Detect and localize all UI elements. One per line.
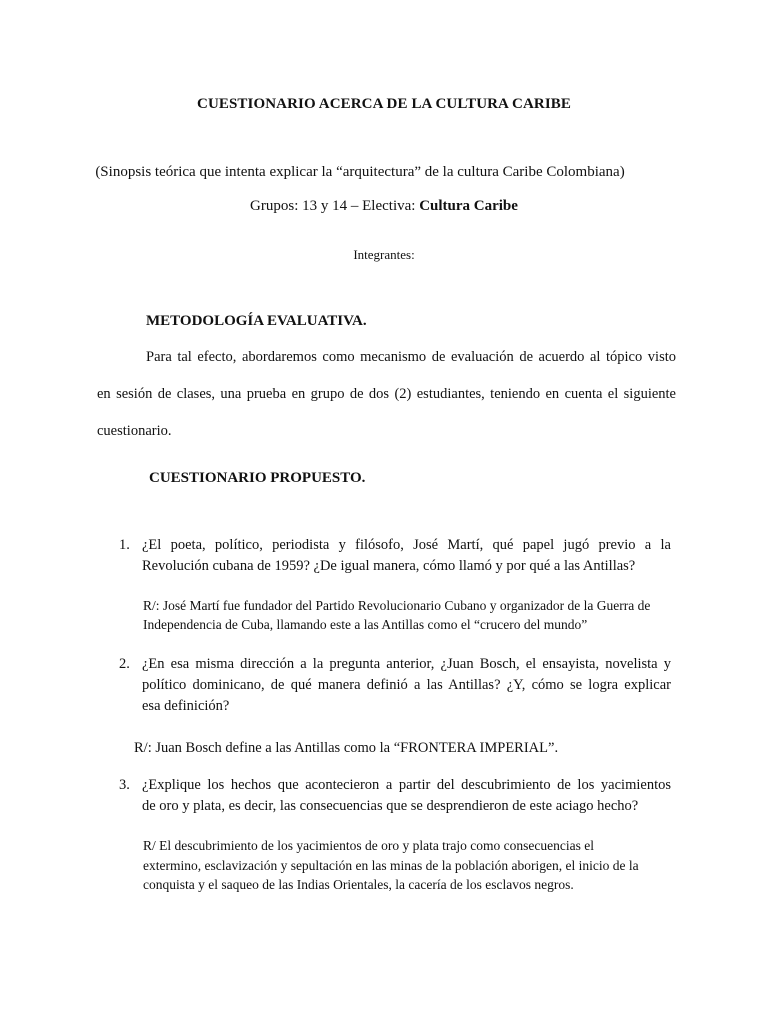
- answer-3-line-2: extermino, esclavización y sepultación en las minas de la población aborigen, el inicio de la: [143, 858, 639, 873]
- groups-elective-name: Cultura Caribe: [419, 198, 518, 214]
- question-1-line-2: Revolución cubana de 1959? ¿De igual manera, cómo llamó y por qué a las Antillas?: [142, 558, 636, 574]
- question-1-number: 1.: [119, 537, 130, 553]
- methodology-line-3: cuestionario.: [97, 423, 172, 439]
- question-2-line-3: esa definición?: [142, 698, 230, 714]
- questionnaire-heading: CUESTIONARIO PROPUESTO.: [149, 470, 366, 486]
- answer-3-line-3: conquista y el saqueo de las Indias Orientales, la cacería de los esclavos negros.: [143, 877, 574, 892]
- answer-1-line-1: R/: José Martí fue fundador del Partido Revolucionario Cubano y organizador de la Guerra de: [143, 598, 651, 613]
- answer-3-line-1: R/ El descubrimiento de los yacimientos de oro y plata trajo como consecuencias el: [143, 838, 594, 853]
- integrantes-label: Integrantes:: [353, 247, 415, 262]
- question-2-line-1: ¿En esa misma dirección a la pregunta anterior, ¿Juan Bosch, el ensayista, novelista y: [142, 656, 671, 672]
- document-title: CUESTIONARIO ACERCA DE LA CULTURA CARIBE: [197, 96, 571, 112]
- question-2-number: 2.: [119, 656, 130, 672]
- question-3-line-2: de oro y plata, es decir, las consecuencias que se desprendieron de este aciago hecho?: [142, 798, 639, 814]
- answer-2-line-1: R/: Juan Bosch define a las Antillas como la “FRONTERA IMPERIAL”.: [134, 740, 559, 756]
- question-2-line-2: político dominicano, de qué manera definió a las Antillas? ¿Y, cómo se logra explicar: [142, 677, 671, 693]
- methodology-line-1: Para tal efecto, abordaremos como mecanismo de evaluación de acuerdo al tópico visto: [146, 349, 676, 365]
- question-3-number: 3.: [119, 777, 130, 793]
- document-subtitle: (Sinopsis teórica que intenta explicar la “arquitectura” de la cultura Caribe Colombiana): [95, 164, 625, 180]
- groups-line: [0, 198, 768, 215]
- methodology-heading: METODOLOGÍA EVALUATIVA.: [146, 313, 367, 329]
- question-3-line-1: ¿Explique los hechos que acontecieron a partir del descubrimiento de los yacimientos: [142, 777, 671, 793]
- groups-prefix: Grupos: 13 y 14 – Electiva:: [250, 198, 420, 214]
- methodology-line-2: en sesión de clases, una prueba en grupo de dos (2) estudiantes, teniendo en cuenta el siguiente: [97, 386, 676, 402]
- question-1-line-1: ¿El poeta, político, periodista y filósofo, José Martí, qué papel jugó previo a la: [142, 537, 671, 553]
- answer-1-line-2: Independencia de Cuba, llamando este a las Antillas como el “crucero del mundo”: [143, 617, 588, 632]
